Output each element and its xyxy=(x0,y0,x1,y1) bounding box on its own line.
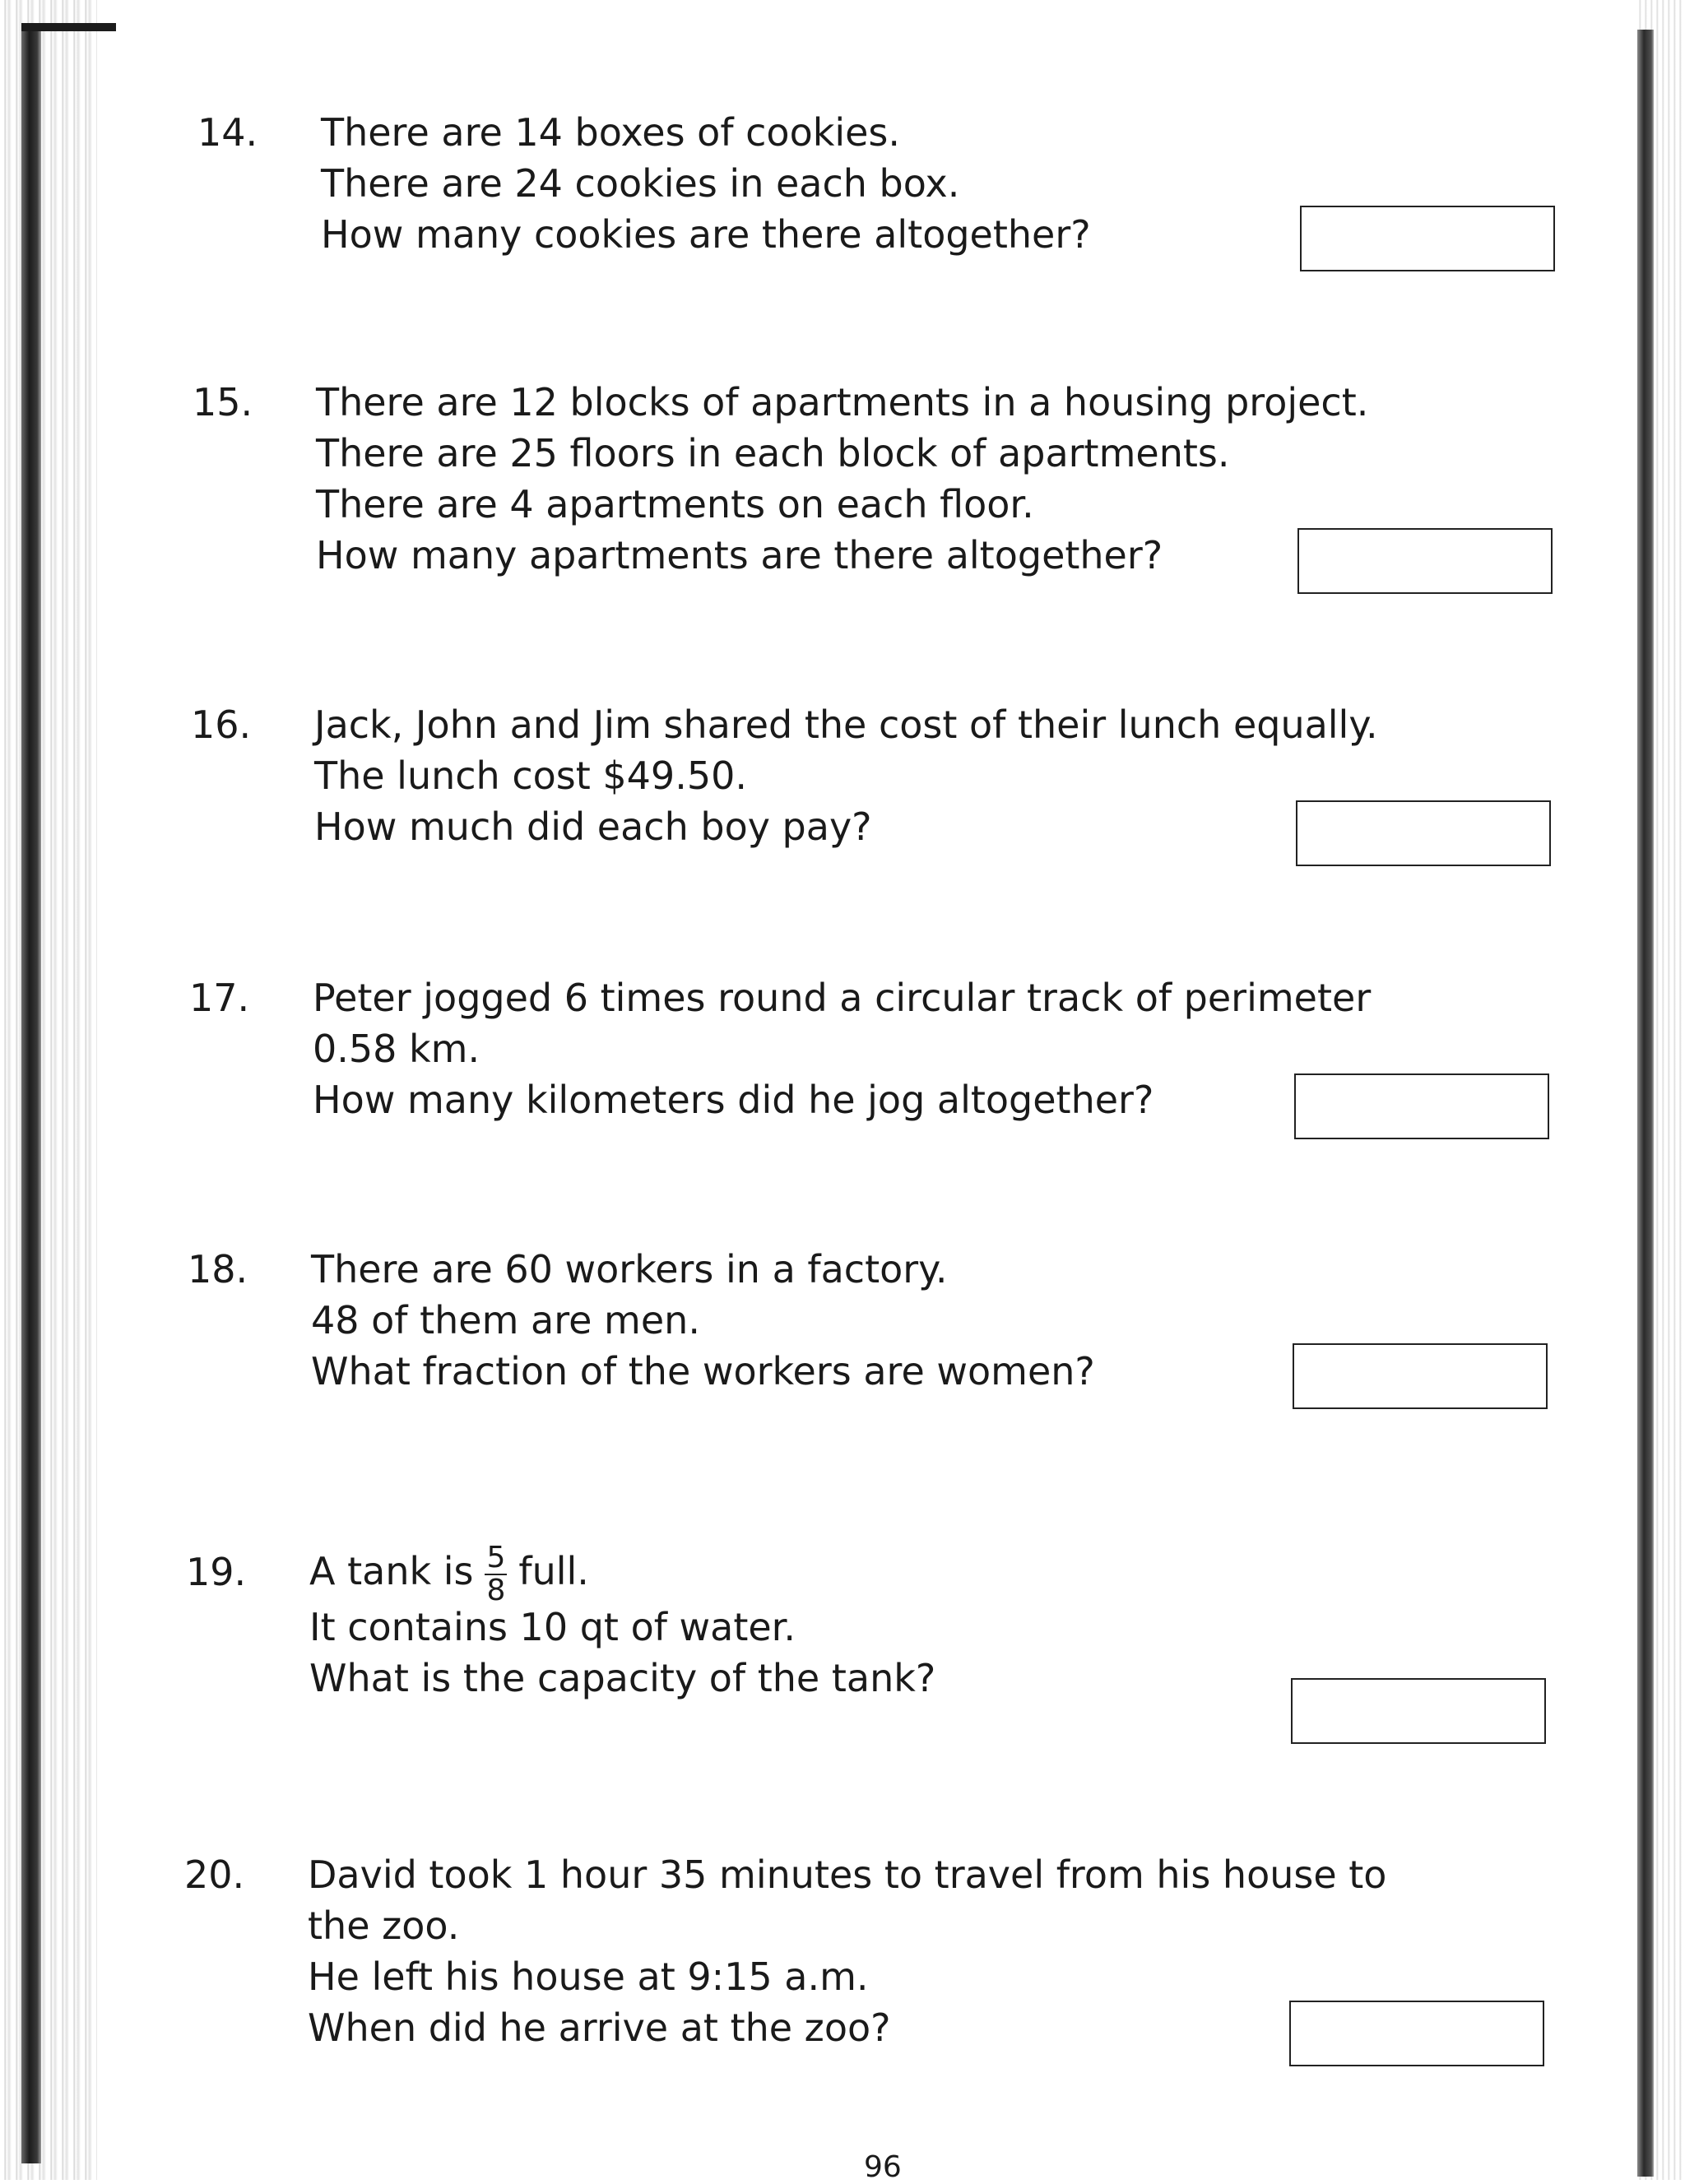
question-line: 48 of them are men. xyxy=(311,1298,700,1342)
question-line: the zoo. xyxy=(308,1903,460,1948)
question-line: How many apartments are there altogether? xyxy=(316,533,1163,577)
question-line: How many kilometers did he jog altogether? xyxy=(313,1078,1154,1122)
question-line: Jack, John and Jim shared the cost of their lunch equally. xyxy=(314,702,1378,747)
question-line: 0.58 km. xyxy=(313,1027,480,1071)
page-edge-shadow-right xyxy=(1637,30,1654,2177)
question-text-after-fraction: full. xyxy=(518,1549,589,1593)
question-line: How many cookies are there altogether? xyxy=(321,212,1091,257)
answer-box-16[interactable] xyxy=(1296,800,1551,866)
question-line: There are 24 cookies in each box. xyxy=(321,161,960,206)
question-line: How much did each boy pay? xyxy=(314,805,872,849)
question-number: 14. xyxy=(197,110,258,155)
question-text-before-fraction: A tank is xyxy=(309,1549,474,1593)
fraction xyxy=(485,1542,507,1607)
question-line: What fraction of the workers are women? xyxy=(311,1349,1095,1393)
question-number: 19. xyxy=(186,1550,247,1594)
question-line: When did he arrive at the zoo? xyxy=(308,2005,891,2050)
question-line: There are 14 boxes of cookies. xyxy=(321,110,901,155)
question-number: 20. xyxy=(184,1852,245,1897)
question-line: He left his house at 9:15 a.m. xyxy=(308,1954,869,1999)
answer-box-14[interactable] xyxy=(1300,206,1555,271)
fraction-numerator: 5 xyxy=(486,1540,506,1574)
book-binding-left xyxy=(0,0,97,2180)
question-line: David took 1 hour 35 minutes to travel from his house to xyxy=(308,1852,1387,1897)
page-edge-shadow-left xyxy=(21,25,41,2163)
question-line: It contains 10 qt of water. xyxy=(309,1604,796,1649)
question-line: There are 60 workers in a factory. xyxy=(311,1247,948,1291)
question-line: Peter jogged 6 times round a circular track of perimeter xyxy=(313,976,1372,1020)
question-line: The lunch cost $49.50. xyxy=(314,754,747,798)
question-number: 16. xyxy=(191,702,252,747)
question-number: 15. xyxy=(193,380,253,424)
question-number: 17. xyxy=(189,976,250,1020)
page-number: 96 xyxy=(864,2150,902,2184)
question-line-with-fraction xyxy=(309,1538,1593,1607)
question-line: What is the capacity of the tank? xyxy=(309,1655,936,1700)
answer-box-19[interactable] xyxy=(1291,1678,1546,1744)
question-line: There are 25 floors in each block of apartments. xyxy=(316,431,1230,475)
answer-box-15[interactable] xyxy=(1297,528,1553,594)
question-line: There are 12 blocks of apartments in a housing project. xyxy=(316,380,1369,424)
question-number: 18. xyxy=(188,1247,248,1291)
answer-box-18[interactable] xyxy=(1293,1343,1548,1409)
answer-box-17[interactable] xyxy=(1294,1073,1549,1139)
page-edge-shadow-top xyxy=(21,23,116,31)
fraction-denominator: 8 xyxy=(486,1573,506,1607)
answer-box-20[interactable] xyxy=(1289,2001,1544,2066)
question-line: There are 4 apartments on each floor. xyxy=(316,482,1034,526)
